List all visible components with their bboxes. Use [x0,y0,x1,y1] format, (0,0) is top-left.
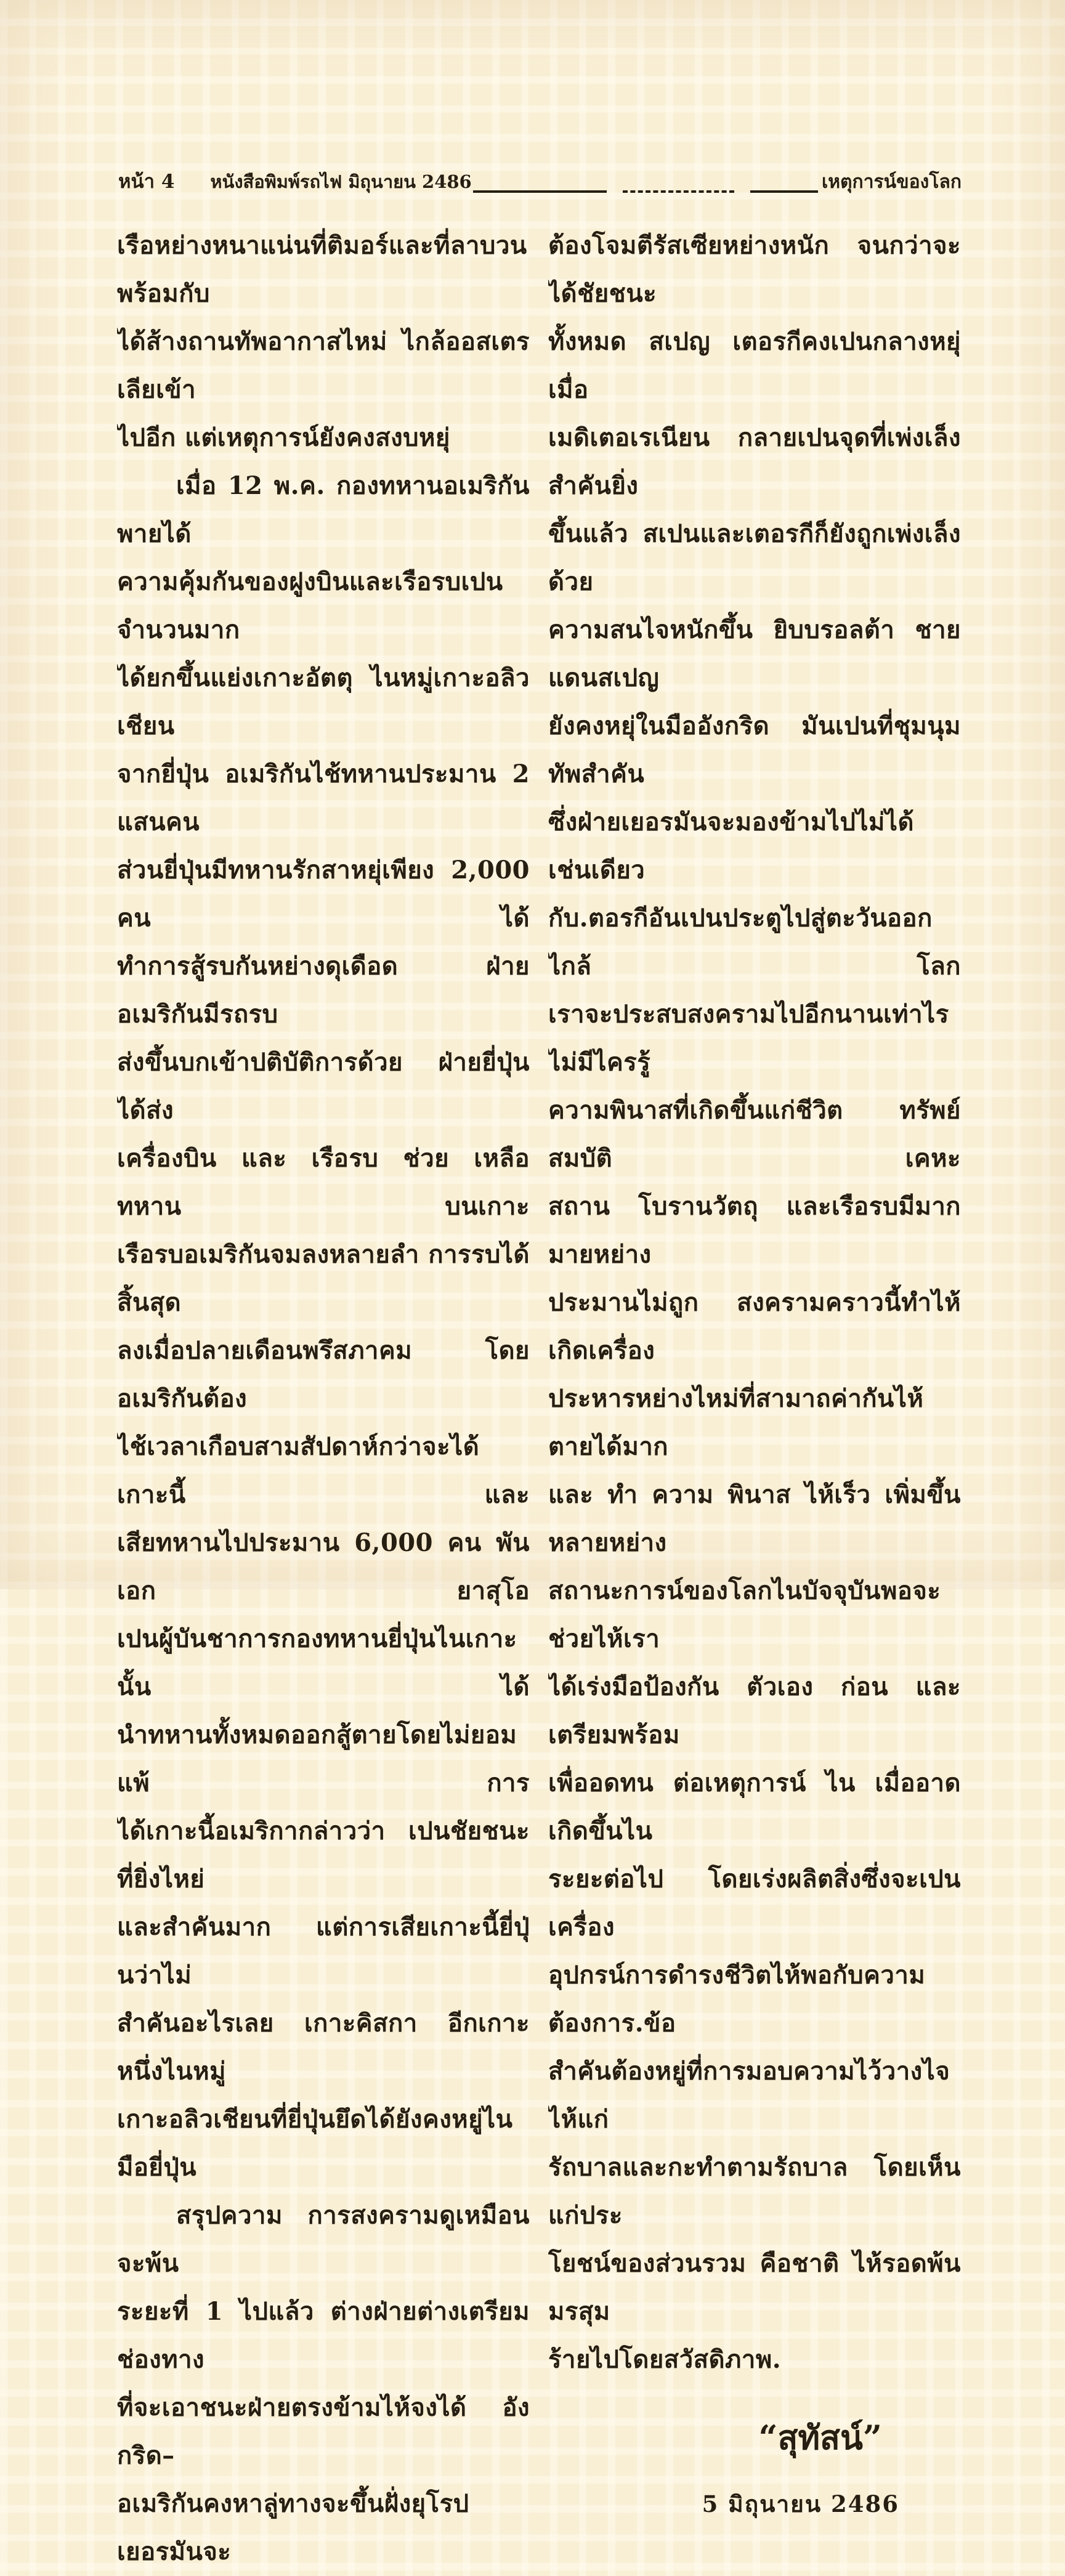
text-line: ลงเมื่อปลายเดือนพรึสภาคม โดยอเมริกันต้อง [117,1336,530,1413]
text-line: รัถบาลและกะทำตามรัถบาล โดยเห็นแก่ประ [548,2153,961,2230]
rule-segment-dashed [623,190,734,193]
text-line: ความสนไจหนักขึ้น ยิบบรอลต้า ชายแดนสเปญ [548,615,961,692]
text-line: ได้เกาะนี้อเมริกากล่าวว่า เปนชัยชนะที่ยิ่งไหย่ [117,1817,530,1894]
rule-segment-long-dash [750,190,818,193]
text-line: เมดิเตอเรเนียน กลายเปนจุดที่เพ่งเล็งสำคันยิ่ง [548,423,961,500]
text-line: สถาน โบรานวัตถุ และเรือรบมีมากมายหย่าง [548,1192,961,1269]
text-line: ได้เร่งมือป้องกัน ตัวเอง ก่อน และ เตรียมพร้อม [548,1672,961,1749]
text-line: ไปอีก แต่เหตุการน์ยังคงสงบหยุ่ [117,423,450,452]
text-line: โยชน์ของส่วนรวม คือชาติ ไห้รอดพ้นมรสุม [548,2249,961,2326]
text-line: เกาะอลิวเชียนที่ยี่ปุ่นยึดได้ยังคงหยู่ไนมือยี่ปุ่น [117,2105,513,2182]
right-column-text [548,222,961,2384]
text-line: ซึ่งฝ่ายเยอรมันจะมองข้ามไปไม่ได้ เช่นเดียว [548,808,914,885]
rule-segment-solid [473,190,607,193]
text-line: เมื่อ 12 พ.ค. กองทหานอเมริกันพายได้ [117,471,530,548]
paragraph [548,222,961,2384]
text-line: และสำคันมาก แต่การเสียเกาะนี้ยี่ปุ่นว่าไม่ [117,1913,530,1990]
author-signature: “สุทัสน์” [758,2418,882,2457]
text-line: ร้ายไปโดยสวัสดิภาพ. [548,2345,782,2374]
page-header [118,168,962,196]
text-line: กับ.ตอรกีอันเปนประตูไปสู่ตะวันออกไกล้ โลก [548,904,961,981]
text-line: ระยะที่ 1 ไปแล้ว ต่างฝ่ายต่างเตรียมช่องทาง [117,2297,530,2374]
right-column [548,222,961,2576]
text-line: ได้ส้างถานทัพอากาสไหม่ ไกล้ออสเตรเลียเข้า [117,327,530,404]
text-line: ส่วนยี่ปุ่นมีทหานรักสาหยุ่เพียง 2,000 คน ได้ [117,856,530,933]
text-line: เสียทหานไปประมาน 6,000 คน พันเอก ยาสุโอ [117,1528,530,1605]
text-line: ต้องโจมตีรัสเซียหย่างหนัก จนกว่าจะได้ชัยชนะ [548,231,961,308]
text-line: เพื่ออดทน ต่อเหตุการน์ ไน เมื่ออาดเกิดขึ้นไน [548,1768,961,1845]
publication-title: หนังสือพิมพ์รถไฟ มิถุนายน 2486 [210,171,472,192]
text-line: ประมานไม่ถูก สงครามคราวนี้ทำไห้เกิดเครื่อง [548,1288,961,1365]
text-line: ที่จะเอาชนะฝ่ายตรงข้ามไห้จงได้ อังกริด– [117,2393,530,2470]
text-line: เครื่องบิน และ เรือรบ ช่วย เหลือ ทหาน บนเกาะ [117,1144,530,1221]
paragraph [117,2192,530,2576]
text-line: ความพินาสที่เกิดขึ้นแก่ชีวิต ทรัพย์สมบัติ เคหะ [548,1096,961,1173]
text-line: อุปกรน์การดำรงชีวิตไห้พอกับความต้องการ.ข้อ [548,1961,926,2038]
text-line: อเมริกันคงหาลู่ทางจะขึ้นฝั่งยุโรป เยอรมันจะ [117,2489,469,2566]
text-line: เรือหย่างหนาแน่นที่ติมอร์และที่ลาบวนพร้อมกับ [117,231,527,308]
text-line: สำคันต้องหยู่ที่การมอบความไว้วางไจไห้แก่ [548,2057,950,2134]
text-line: ทำการสู้รบกันหย่างดุเดือด ฝ่ายอเมริกันมีรถรบ [117,952,530,1029]
left-column [117,222,530,2576]
text-line: สำคันอะไรเลย เกาะคิสกา อีกเกาะหนึ่งไนหมู่ [117,2009,530,2086]
header-rule [473,168,818,193]
paragraph [117,222,530,462]
article-body [117,222,961,2576]
text-line: สถานะการน์ของโลกไนบัจจุบันพอจะช่วยไห้เรา [548,1576,941,1653]
page-number-label: หน้า 4 [118,171,175,193]
section-title: เหตุการน์ของโลก [822,171,962,193]
text-line: จากยี่ปุ่น อเมริกันไช้ทหานประมาน 2 แสนคน [117,759,530,836]
text-line: นำทหานทั้งหมดออกสู้ตายโดยไม่ยอมแพ้ การ [117,1720,530,1797]
left-column-text [117,222,530,2576]
text-line: ทั้งหมด สเปญ เตอรกีคงเปนกลางหยุ่ เมื่อ [548,327,961,404]
text-line: ส่งขึ้นบกเข้าปติบัติการด้วย ฝ่ายยี่ปุ่นได้ส่ง [117,1048,530,1125]
dateline: 5 มิถุนายน 2486 [702,2490,899,2517]
text-line: ไช้เวลาเกือบสามสัปดาห์กว่าจะได้เกาะนี้ และ [117,1432,530,1509]
text-line: เรือรบอเมริกันจมลงหลายลำ การรบได้สิ้นสุด [117,1240,530,1317]
text-line: ได้ยกขึ้นแย่งเกาะอัตตุ ไนหมู่เกาะอลิวเชียน [117,663,530,740]
text-line: ขึ้นแล้ว สเปนและเตอรกีก็ยังถูกเพ่งเล็งด้วย [548,519,961,596]
text-line: ยังคงหยุ่ในมืออังกริด มันเปนที่ชุมนุมทัพสำคัน [548,711,961,788]
text-line: ความคุ้มกันของฝูงบินและเรือรบเปนจำนวนมาก [117,567,503,644]
text-line: เราจะประสบสงครามไปอีกนานเท่าไรไม่มีไครรู้ [548,1000,949,1077]
text-line: สรุปความ การสงครามดูเหมือนจะพ้น [117,2201,530,2278]
paragraph [117,462,530,2192]
text-line: และ ทำ ความ พินาส ไห้เร็ว เพิ่มขึ้น หลายหย่าง [548,1480,961,1557]
text-line: ประหารหย่างไหม่ที่สามาถค่ากันไห้ตายได้มาก [548,1384,924,1461]
text-line: เปนผู้บันชาการกองทหานยี่ปุ่นไนเกาะนั้น ได้ [117,1624,530,1701]
text-line: ระยะต่อไป โดยเร่งผลิตสิ่งซึ่งจะเปนเครื่อง [548,1865,961,1942]
